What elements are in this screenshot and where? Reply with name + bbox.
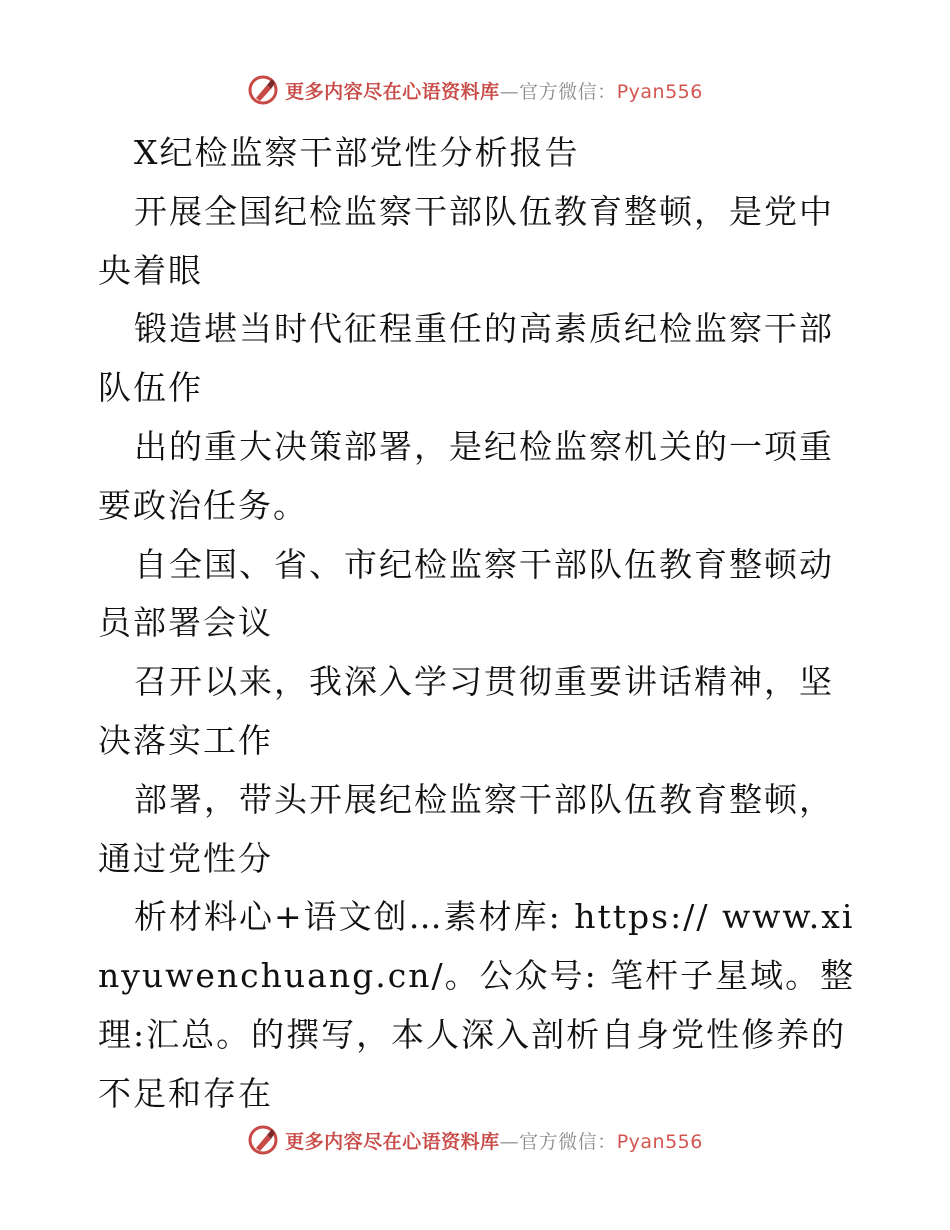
banner-main-text: 更多内容尽在心语资料库 (285, 80, 500, 103)
paragraph: 出的重大决策部署，是纪检监察机关的一项重要政治任务。 (98, 426, 834, 525)
banner-text (285, 1127, 703, 1154)
banner-dash: — (499, 1130, 520, 1153)
banner-official-label: 官方微信： (519, 1130, 617, 1153)
banner-official-label: 官方微信： (519, 80, 617, 103)
banner-dash: — (499, 80, 520, 103)
pen-logo-icon (247, 1124, 279, 1156)
banner-text (285, 77, 703, 104)
paragraph: 析材料心+语文创…素材库: https:// www.xinyuwenchuang.cn/。公众号: 笔杆子星域。整理:汇总。的撰写，本人深入剖析自身党性修养的不足和存在 (98, 897, 856, 1113)
document-title: X纪检监察干部党性分析报告 (134, 133, 580, 172)
paragraph: 自全国、省、市纪检监察干部队伍教育整顿动员部署会议 (98, 544, 834, 643)
footer-watermark-banner (0, 1120, 950, 1160)
paragraph: 开展全国纪检监察干部队伍教育整顿，是党中央着眼 (98, 191, 834, 290)
document-body (98, 124, 858, 1124)
paragraph: 部署，带头开展纪检监察干部队伍教育整顿，通过党性分 (98, 779, 834, 878)
banner-wechat-id: Pyan556 (616, 80, 703, 103)
banner-main-text: 更多内容尽在心语资料库 (285, 1130, 500, 1153)
paragraph: 锻造堪当时代征程重任的高素质纪检监察干部队伍作 (98, 309, 834, 408)
pen-logo-icon (247, 74, 279, 106)
paragraph: 召开以来，我深入学习贯彻重要讲话精神，坚决落实工作 (98, 662, 834, 760)
banner-wechat-id: Pyan556 (616, 1130, 703, 1153)
header-watermark-banner (0, 70, 950, 110)
